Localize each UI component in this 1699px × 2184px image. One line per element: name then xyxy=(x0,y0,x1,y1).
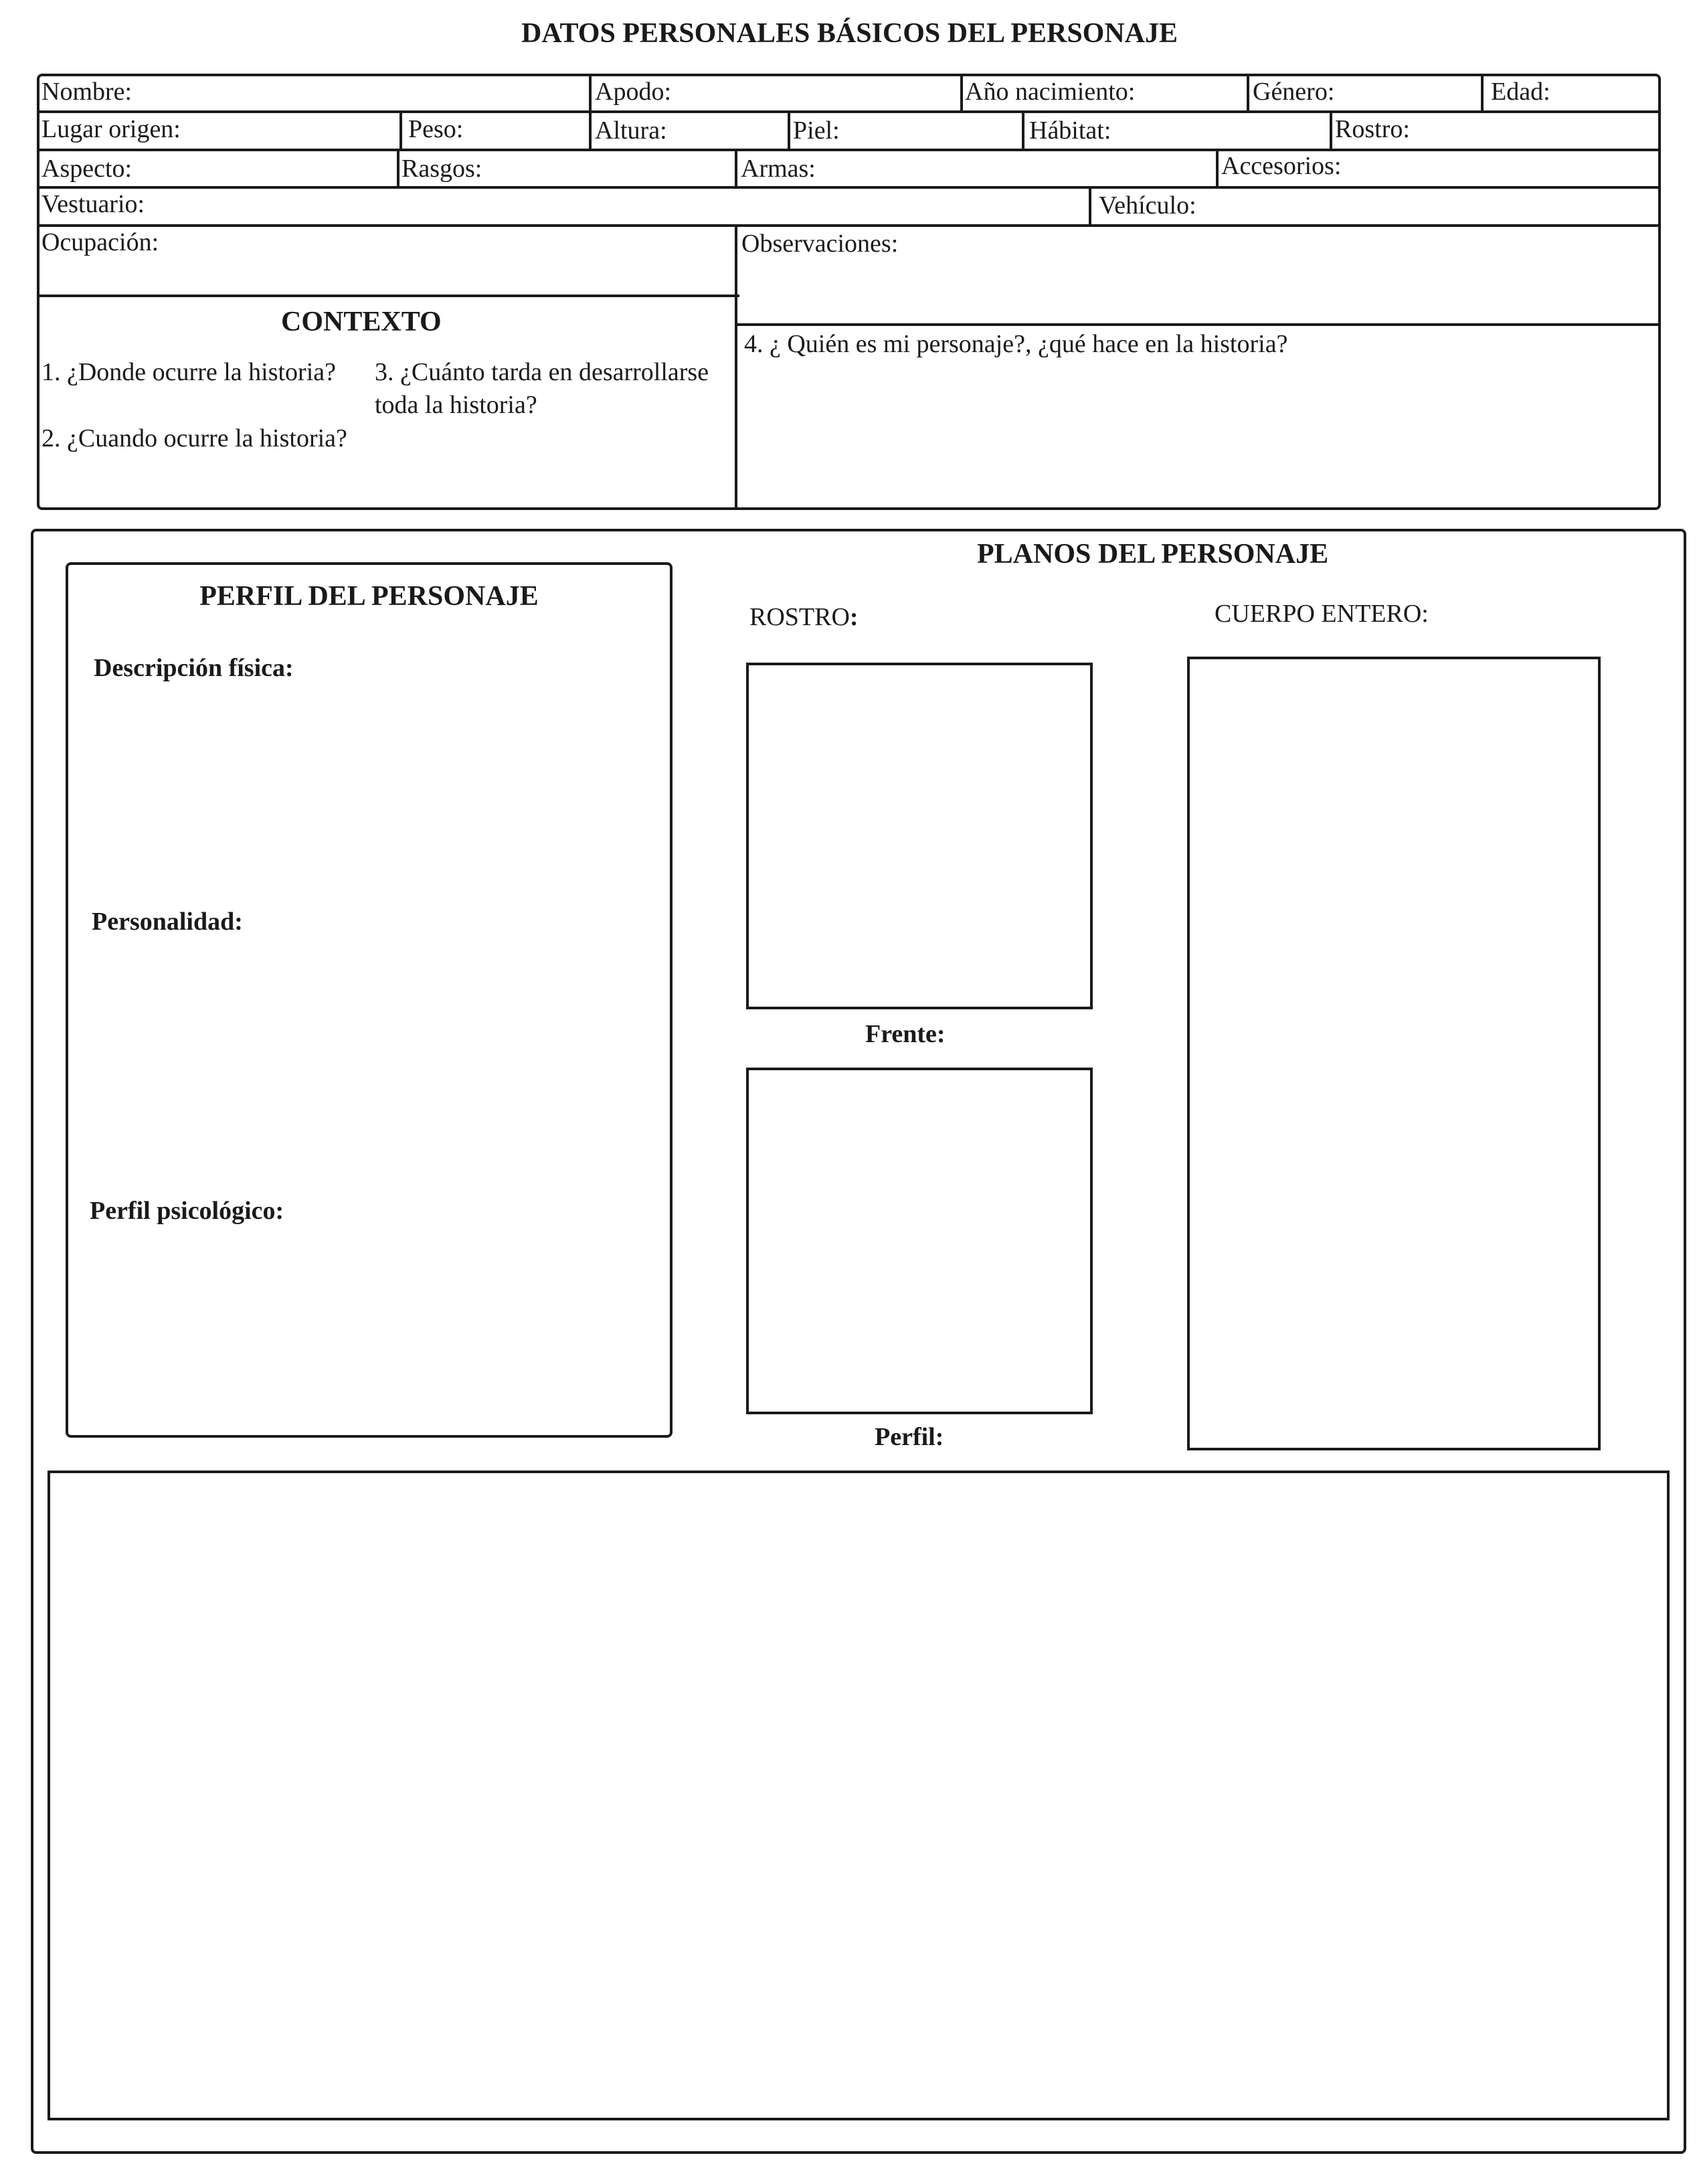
contexto-heading: CONTEXTO xyxy=(281,307,442,337)
armas-label: Armas: xyxy=(741,155,816,183)
row-divider xyxy=(37,149,1661,151)
cell-divider xyxy=(788,110,790,150)
page-title: DATOS PERSONALES BÁSICOS DEL PERSONAJE xyxy=(521,18,1178,49)
cell-divider xyxy=(1022,110,1024,150)
cell-divider xyxy=(1247,74,1249,112)
row-divider xyxy=(37,110,1661,113)
edad-label: Edad: xyxy=(1491,78,1550,106)
rostro-label xyxy=(749,604,859,630)
nacimiento-label: Año nacimiento: xyxy=(965,78,1136,106)
cell-divider xyxy=(399,110,402,150)
contexto-question-2: 2. ¿Cuando ocurre la historia? xyxy=(41,424,347,452)
habitat-label: Hábitat: xyxy=(1029,116,1111,145)
observaciones-label: Observaciones: xyxy=(741,230,899,258)
aspecto-label: Aspecto: xyxy=(41,155,132,183)
frente-caption: Frente: xyxy=(865,1020,946,1048)
ocupacion-label: Ocupación: xyxy=(41,228,159,256)
cuerpo-entero-frame xyxy=(1187,657,1601,1450)
rostro-frente-frame xyxy=(746,663,1093,1009)
cell-divider xyxy=(960,74,963,112)
cell-divider xyxy=(397,149,399,187)
rostro-label-text: ROSTRO xyxy=(749,603,850,631)
cell-divider xyxy=(735,149,737,187)
vehiculo-label: Vehículo: xyxy=(1099,191,1196,220)
cuerpo-entero-label: CUERPO ENTERO: xyxy=(1215,600,1429,628)
row-divider xyxy=(37,224,1661,227)
cell-divider xyxy=(1481,74,1484,112)
descripcion-fisica-label: Descripción física: xyxy=(94,654,294,682)
rostro-perfil-frame xyxy=(746,1068,1093,1414)
rasgos-label: Rasgos: xyxy=(401,155,482,183)
apodo-label: Apodo: xyxy=(595,78,671,106)
piel-label: Piel: xyxy=(793,116,840,145)
row-divider xyxy=(37,295,739,297)
cell-divider xyxy=(589,74,592,112)
cell-divider xyxy=(589,110,592,150)
genero-label: Género: xyxy=(1253,78,1335,106)
contexto-question-3: 3. ¿Cuánto tarda en desarrollarse xyxy=(375,358,709,386)
contexto-question-4: 4. ¿ Quién es mi personaje?, ¿qué hace en la historia? xyxy=(744,330,1288,358)
row-divider xyxy=(37,186,1661,189)
vestuario-label: Vestuario: xyxy=(41,190,145,218)
contexto-question-3-cont: toda la historia? xyxy=(375,391,537,419)
accesorios-label: Accesorios: xyxy=(1221,152,1342,180)
peso-label: Peso: xyxy=(408,115,464,143)
planos-heading: PLANOS DEL PERSONAJE xyxy=(977,539,1329,570)
perfil-caption: Perfil: xyxy=(875,1423,944,1451)
nombre-label: Nombre: xyxy=(41,78,132,106)
cell-divider xyxy=(1330,110,1332,150)
personalidad-label: Personalidad: xyxy=(92,908,243,936)
drawing-area xyxy=(48,1471,1670,2120)
perfil-box xyxy=(66,562,673,1438)
cell-divider xyxy=(1216,149,1219,187)
altura-label: Altura: xyxy=(595,116,667,145)
row-divider xyxy=(737,323,1661,326)
cell-divider xyxy=(1089,186,1091,226)
rostro-field-label: Rostro: xyxy=(1335,115,1410,143)
perfil-heading: PERFIL DEL PERSONAJE xyxy=(199,581,539,612)
lugar-origen-label: Lugar origen: xyxy=(41,115,181,143)
cell-divider xyxy=(735,224,737,510)
rostro-label-colon: : xyxy=(849,603,859,631)
contexto-question-1: 1. ¿Donde ocurre la historia? xyxy=(41,358,336,386)
perfil-psicologico-label: Perfil psicológico: xyxy=(90,1197,284,1225)
